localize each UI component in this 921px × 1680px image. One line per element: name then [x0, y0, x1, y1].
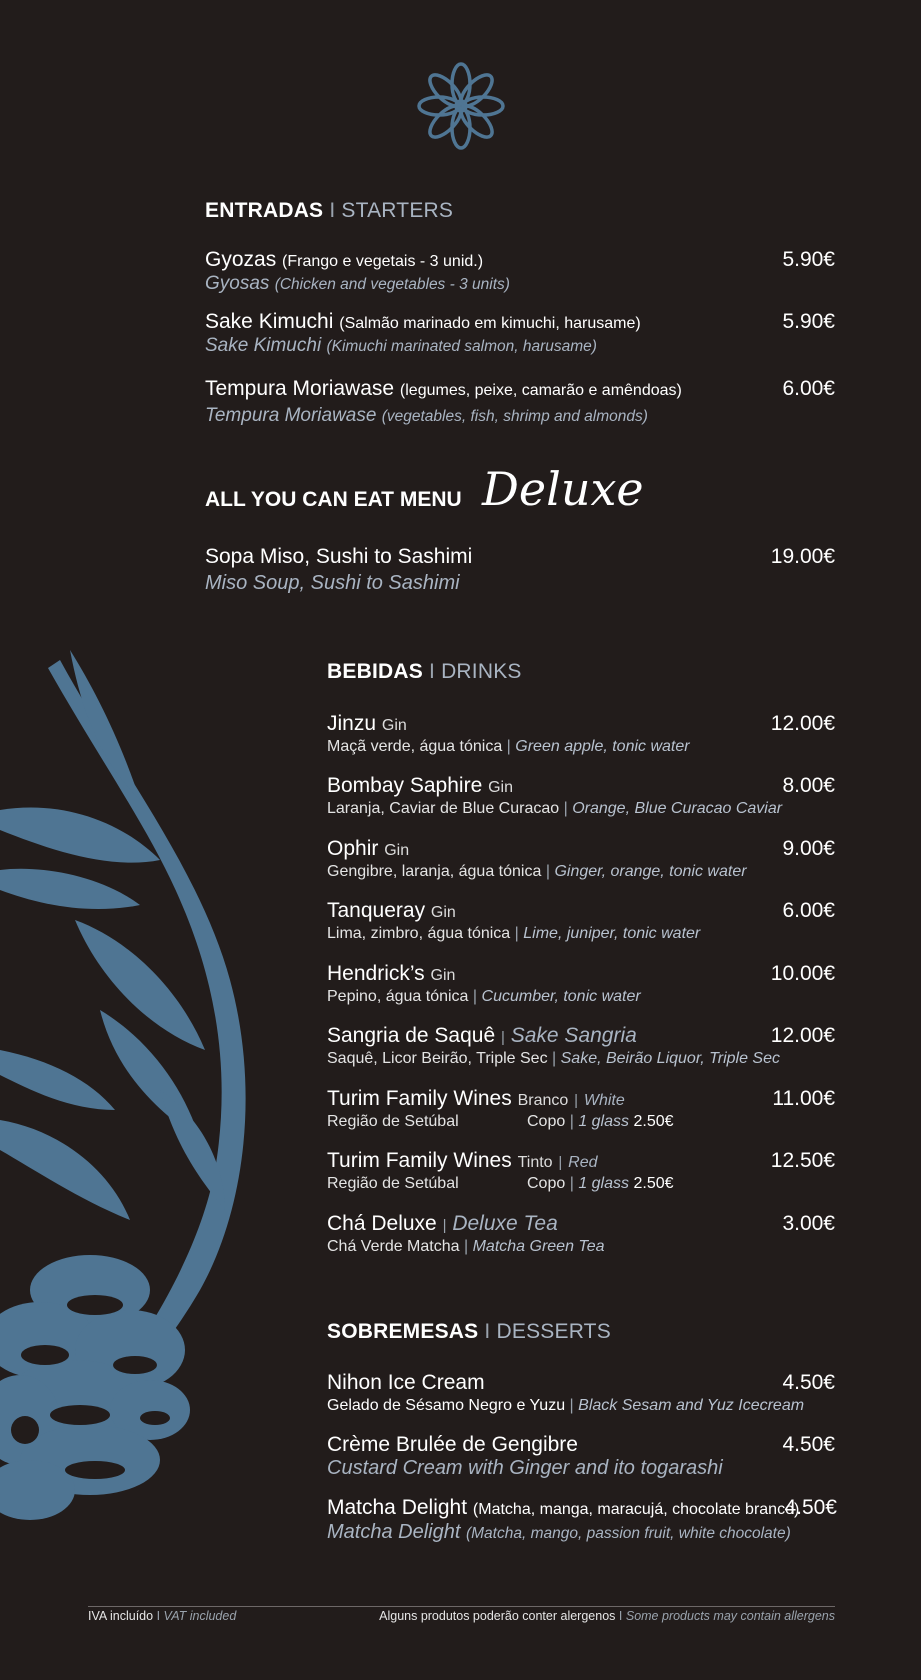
price: 9.00€: [782, 837, 835, 860]
menu-item: Tempura Moriawase (legumes, peixe, camarão e amêndoas) Tempura Moriawase (vegetables, fish, shrimp and almonds): [205, 377, 682, 426]
wine-item: Turim Family Wines Branco | White Região de Setúbal Copo | 1 glass 2.50€: [327, 1087, 674, 1130]
price: 8.00€: [782, 774, 835, 797]
starters-title-en: STARTERS: [341, 199, 454, 222]
price: 19.00€: [770, 545, 835, 568]
drink-item: Bombay Saphire Gin Laranja, Caviar de Blue Curacao | Orange, Blue Curacao Caviar: [327, 774, 783, 817]
price: 4.50€: [782, 1371, 835, 1394]
dessert-item: Crème Brulée de Gengibre Custard Cream with Ginger and ito togarashi: [327, 1433, 723, 1479]
drink-item: Sangria de Saquê | Sake Sangria Saquê, Licor Beirão, Triple Sec | Sake, Beirão Liquor, Triple Sec: [327, 1024, 780, 1067]
price: 4.50€: [784, 1496, 837, 1519]
menu-item: Gyozas (Frango e vegetais - 3 unid.) Gyosas (Chicken and vegetables - 3 units): [205, 248, 510, 294]
price: 10.00€: [770, 962, 835, 985]
price: 12.00€: [770, 1024, 835, 1047]
drink-item: Hendrick’s Gin Pepino, água tónica | Cucumber, tonic water: [327, 962, 641, 1005]
drinks-section-title: BEBIDAS I DRINKS: [327, 660, 522, 683]
dessert-item: Nihon Ice Cream Gelado de Sésamo Negro e Yuzu | Black Sesam and Yuz Icecream: [327, 1371, 805, 1414]
price: 12.50€: [770, 1149, 835, 1172]
desserts-section-title: SOBREMESAS I DESSERTS: [327, 1320, 611, 1343]
price: 11.00€: [772, 1087, 835, 1110]
ayce-title: ALL YOU CAN EAT MENU: [205, 488, 462, 511]
starters-section-title: ENTRADAS I STARTERS: [205, 199, 454, 222]
drink-item: Tanqueray Gin Lima, zimbro, água tónica | Lime, juniper, tonic water: [327, 899, 701, 942]
price: 12.00€: [770, 712, 835, 735]
drink-item: Chá Deluxe | Deluxe Tea Chá Verde Matcha | Matcha Green Tea: [327, 1212, 605, 1255]
vat-note: IVA incluído I VAT included: [88, 1609, 237, 1623]
price: 6.00€: [782, 377, 835, 400]
drink-item: Ophir Gin Gengibre, laranja, água tónica | Ginger, orange, tonic water: [327, 837, 747, 880]
price: 5.90€: [782, 310, 835, 333]
lotus-flower-icon: [415, 60, 507, 154]
deluxe-script: Deluxe: [482, 462, 644, 516]
footer-divider: [88, 1606, 835, 1607]
price: 5.90€: [782, 248, 835, 271]
price: 4.50€: [782, 1433, 835, 1456]
dessert-item: Matcha Delight (Matcha, manga, maracujá, chocolate branco) Matcha Delight (Matcha, mango, passion fruit, white chocolate): [327, 1496, 800, 1543]
menu-item: Sake Kimuchi (Salmão marinado em kimuchi, harusame) Sake Kimuchi (Kimuchi marinated salmon, harusame): [205, 310, 641, 356]
drink-item: Jinzu Gin Maçã verde, água tónica | Green apple, tonic water: [327, 712, 690, 755]
allergen-note: Alguns produtos poderão conter alergenos I Some products may contain allergens: [379, 1609, 835, 1623]
price: 6.00€: [782, 899, 835, 922]
menu-item: Sopa Miso, Sushi to Sashimi Miso Soup, Sushi to Sashimi: [205, 545, 473, 594]
wine-item: Turim Family Wines Tinto | Red Região de Setúbal Copo | 1 glass 2.50€: [327, 1149, 674, 1192]
leaf-branch-icon: [0, 650, 290, 1530]
starters-title-pt: ENTRADAS: [205, 199, 324, 222]
price: 3.00€: [782, 1212, 835, 1235]
